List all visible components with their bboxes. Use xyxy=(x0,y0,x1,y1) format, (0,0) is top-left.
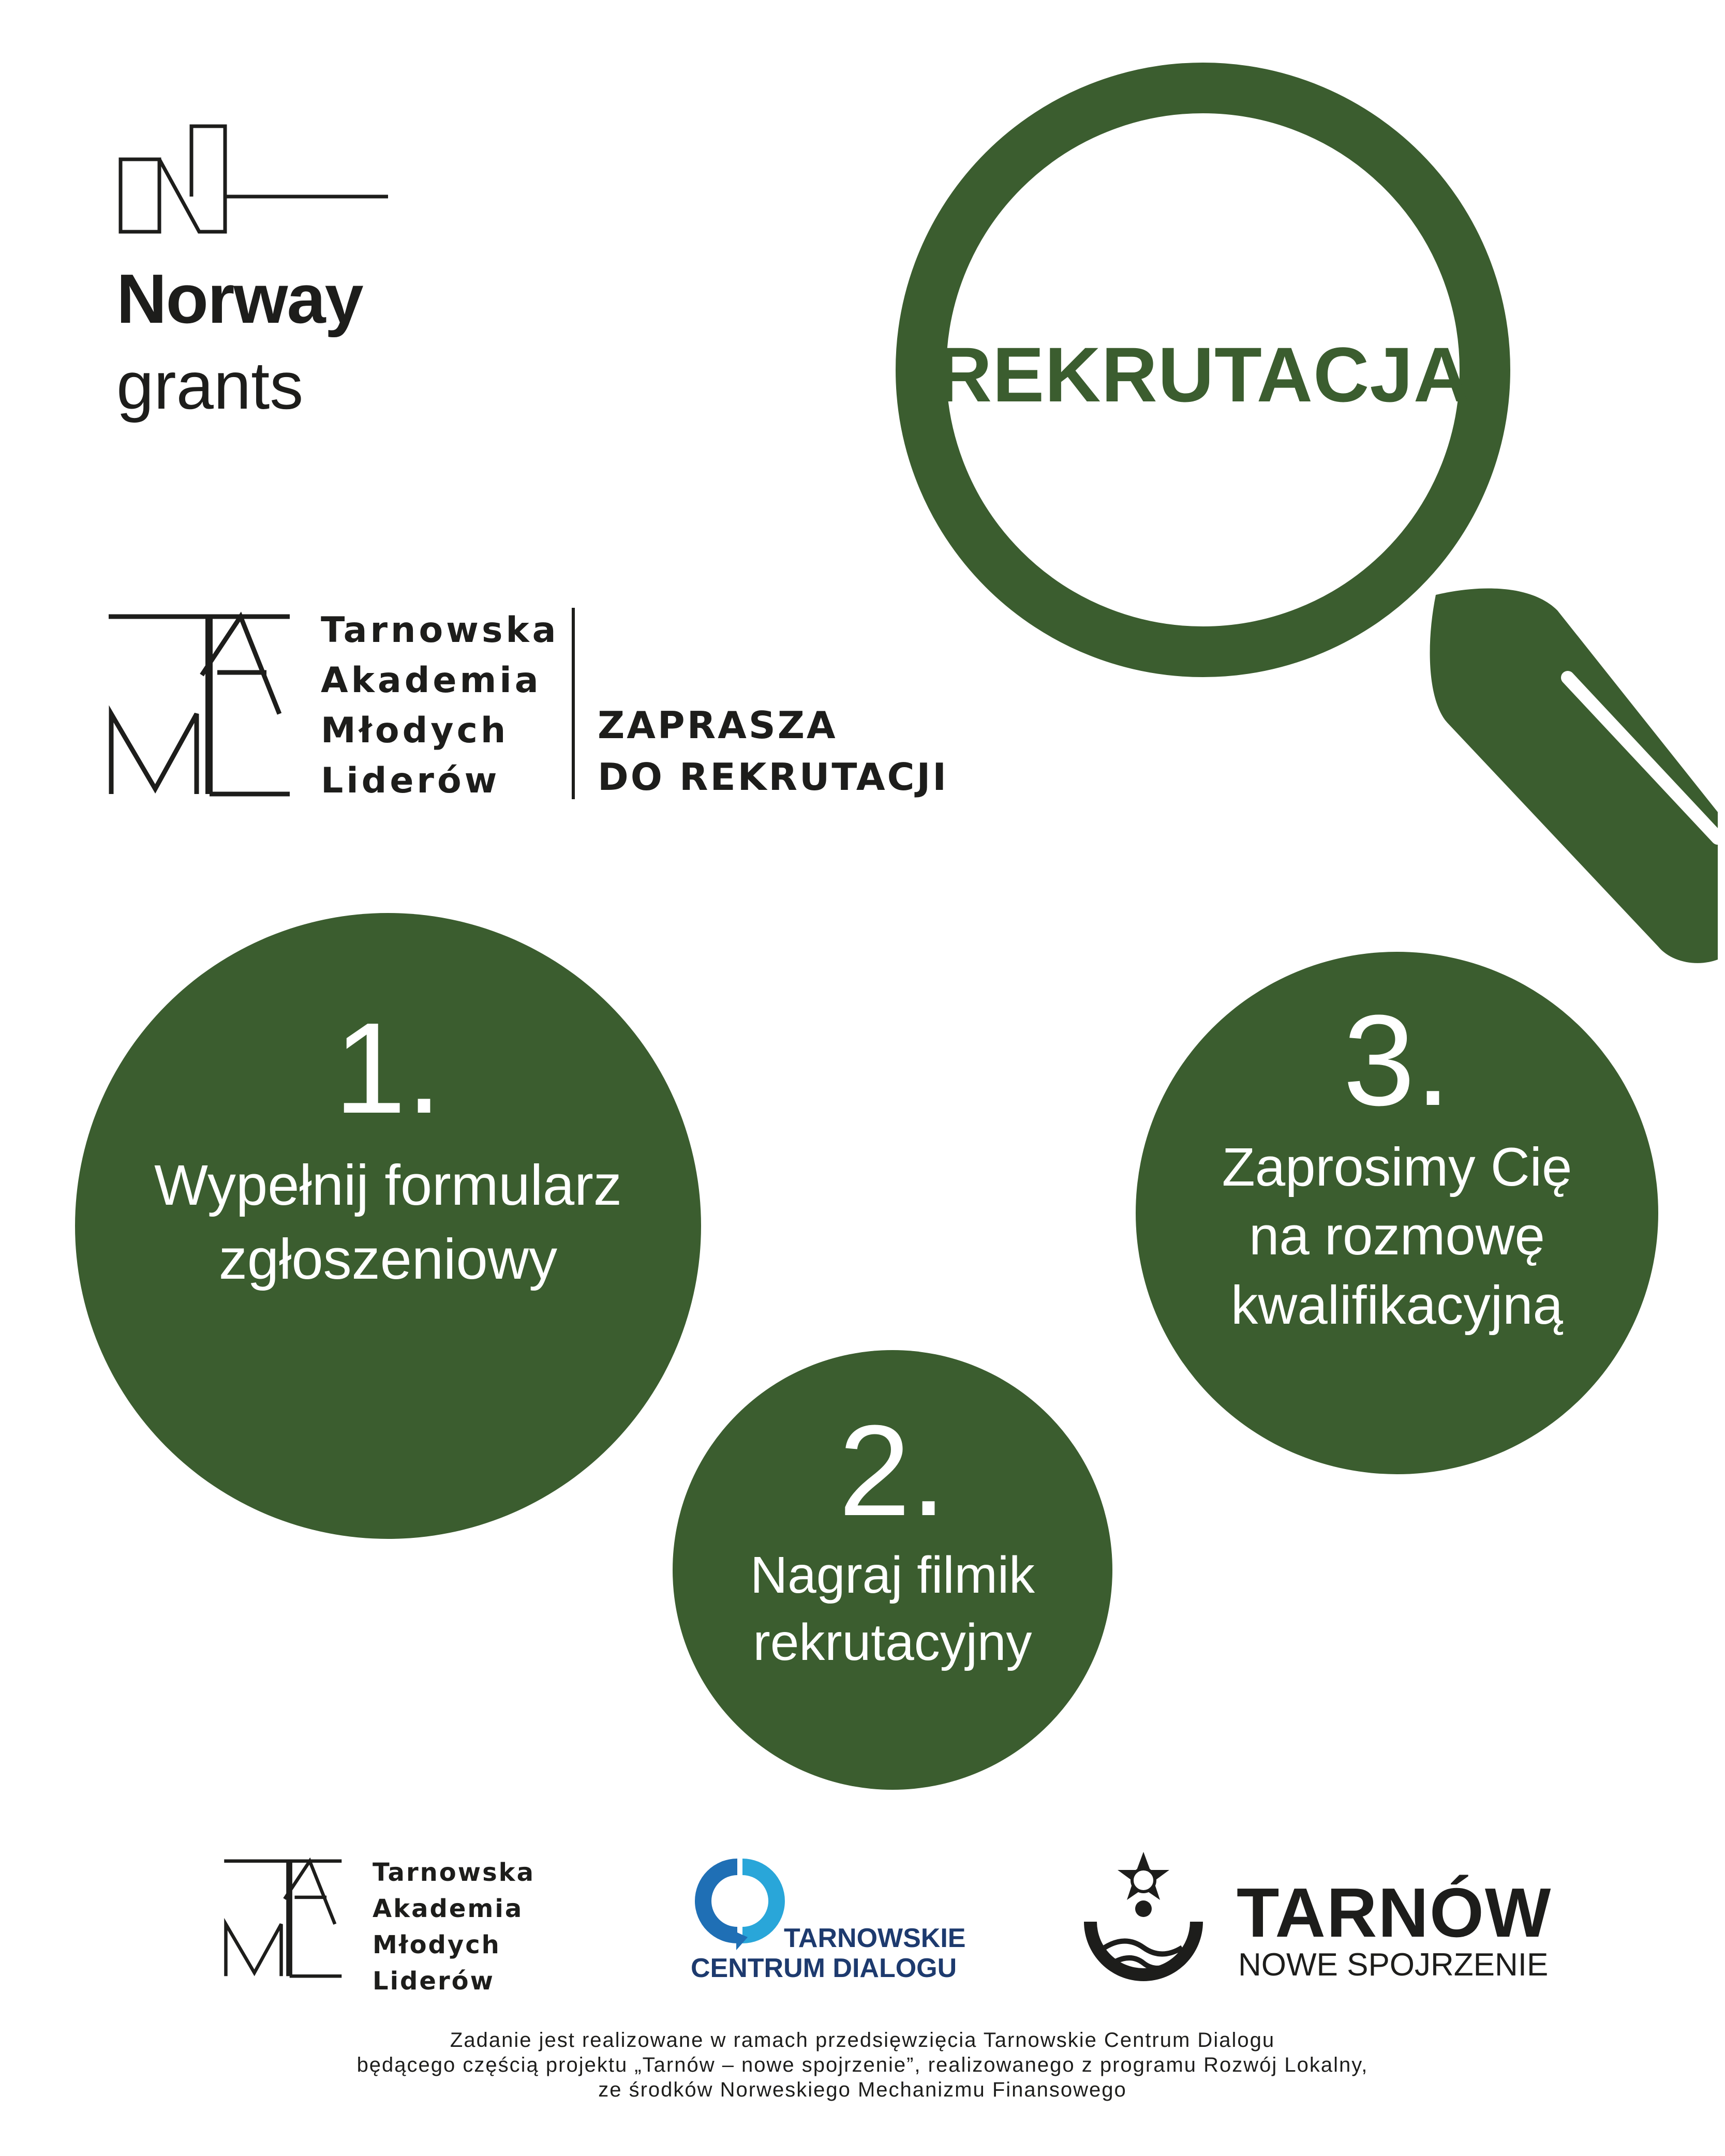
invite-text xyxy=(598,699,948,803)
step-1-circle xyxy=(75,913,701,1539)
tarnow-crest-icon xyxy=(1079,1849,1208,1984)
step-3-line-2: na rozmowę xyxy=(1249,1206,1545,1267)
norway-title: Norway xyxy=(116,260,363,338)
tcd-line-1: TARNOWSKIE xyxy=(784,1923,966,1953)
step-3-line-3: kwalifikacyjną xyxy=(1231,1275,1563,1336)
step-1-line-2: zgłoszeniowy xyxy=(218,1227,558,1291)
step-1-number: 1. xyxy=(334,996,442,1140)
step-1-line-1: Wypełnij formularz xyxy=(154,1154,622,1217)
footer-academy-line-4: Liderów xyxy=(373,1967,495,1996)
tcd-line-2: CENTRUM DIALOGU xyxy=(691,1953,957,1983)
step-3-number: 3. xyxy=(1343,988,1451,1132)
step-2-text xyxy=(673,1541,1112,1676)
tarnow-title: TARNÓW xyxy=(1237,1874,1552,1952)
disclaimer-line-1: Zadanie jest realizowane w ramach przedsięwzięcia Tarnowskie Centrum Dialogu xyxy=(450,2029,1275,2052)
academy-line-1: Tarnowska xyxy=(321,610,559,651)
invite-line-2: DO REKRUTACJI xyxy=(598,755,949,799)
tarnow-subtitle: NOWE SPOJRZENIE xyxy=(1238,1947,1549,1983)
disclaimer-line-3: ze środków Norweskiego Mechanizmu Finansowego xyxy=(598,2078,1127,2101)
step-2-line-2: rekrutacyjny xyxy=(753,1613,1032,1671)
academy-line-3: Młodych xyxy=(321,710,509,751)
grants-subtitle: grants xyxy=(116,348,304,423)
step-3-text xyxy=(1136,1133,1658,1340)
disclaimer-line-2: będącego częścią projektu „Tarnów – nowe spojrzenie”, realizowanego z programu Rozwój Lokalny, xyxy=(356,2054,1369,2076)
tcd-logo xyxy=(691,1854,980,1989)
recruitment-heading: REKRUTACJA xyxy=(935,331,1470,418)
tam-logo-small-icon xyxy=(222,1854,347,1984)
tarnow-logo xyxy=(1079,1849,1570,1989)
logo-divider xyxy=(572,608,575,799)
footer-academy-line-3: Młodych xyxy=(373,1930,501,1959)
tam-logo-icon xyxy=(106,610,298,802)
academy-line-4: Liderów xyxy=(321,760,500,801)
magnifying-glass-icon xyxy=(0,0,1725,983)
academy-logo xyxy=(106,605,675,812)
step-2-number: 2. xyxy=(838,1398,947,1543)
step-3-circle xyxy=(1136,952,1658,1474)
tcd-speech-icon xyxy=(691,1854,789,1950)
invite-line-1: ZAPRASZA xyxy=(598,703,838,747)
step-2-line-1: Nagraj filmik xyxy=(750,1546,1035,1604)
disclaimer xyxy=(0,2028,1725,2102)
footer-academy-line-1: Tarnowska xyxy=(373,1858,535,1887)
step-1-text xyxy=(75,1148,701,1296)
step-2-circle xyxy=(673,1350,1112,1790)
footer-academy-line-2: Akademia xyxy=(373,1894,524,1923)
step-3-line-1: Zaprosimy Cię xyxy=(1222,1137,1572,1197)
footer-academy-logo xyxy=(222,1854,559,1996)
academy-line-2: Akademia xyxy=(321,660,542,701)
